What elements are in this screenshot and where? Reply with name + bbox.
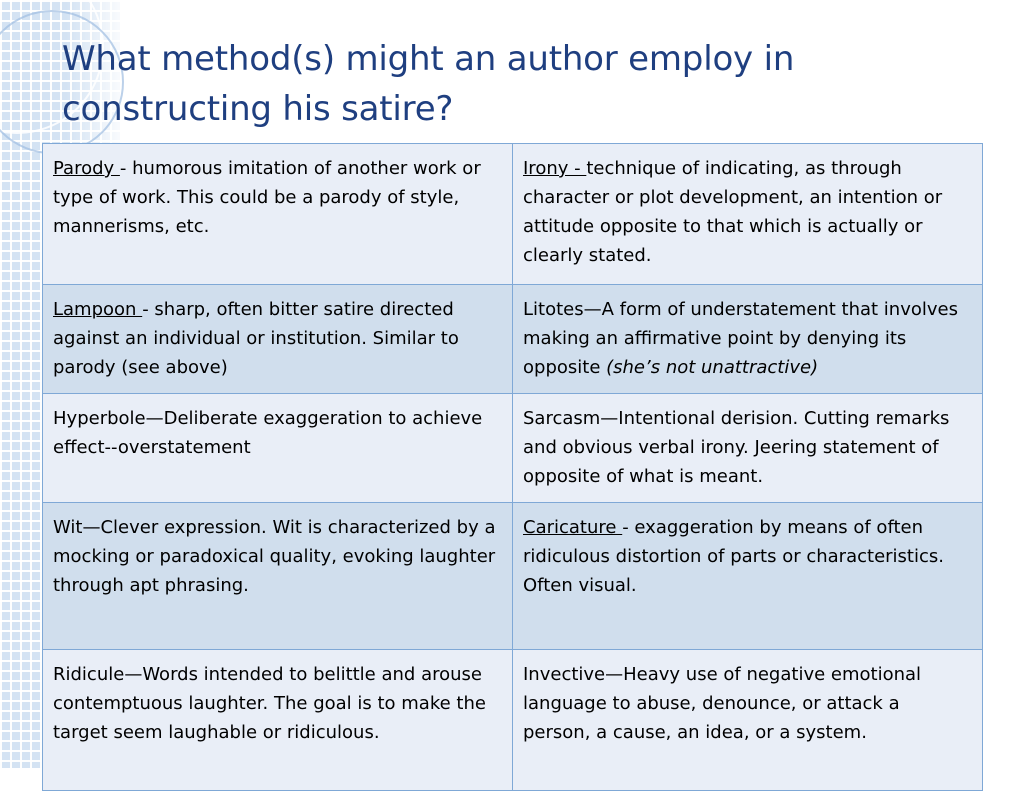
cell-sarcasm — [513, 394, 983, 503]
cell-irony — [513, 144, 983, 285]
table-row — [43, 285, 983, 394]
definition-caricature: - exaggeration by means of often ridiculous distortion of parts or characteristics. Often visual. — [523, 517, 944, 596]
table-row — [43, 503, 983, 650]
definition-ridicule: Ridicule—Words intended to belittle and arouse contemptuous laughter. The goal is to make the target seem laughable or ridiculous. — [53, 664, 486, 743]
slide-title: What method(s) might an author employ in constructing his satire? — [62, 39, 795, 129]
cell-litotes — [513, 285, 983, 394]
cell-lampoon — [43, 285, 513, 394]
satire-methods-table — [42, 143, 983, 791]
definition-parody: - humorous imitation of another work or type of work. This could be a parody of style, mannerisms, etc. — [53, 158, 481, 237]
cell-ridicule — [43, 650, 513, 791]
definition-wit: Wit—Clever expression. Wit is characterized by a mocking or paradoxical quality, evoking laughter through apt phrasing. — [53, 517, 496, 596]
definition-invective: Invective—Heavy use of negative emotional language to abuse, denounce, or attack a person, a cause, an idea, or a system. — [523, 664, 922, 743]
table-row — [43, 650, 983, 791]
table-row — [43, 144, 983, 285]
example-litotes: (she’s not unattractive) — [606, 357, 819, 378]
cell-parody — [43, 144, 513, 285]
cell-caricature — [513, 503, 983, 650]
cell-hyperbole — [43, 394, 513, 503]
cell-invective — [513, 650, 983, 791]
term-irony: Irony - — [523, 158, 587, 179]
term-parody: Parody — [53, 158, 120, 179]
definition-lampoon: - sharp, often bitter satire directed against an individual or institution. Similar to parody (see above) — [53, 299, 459, 378]
definition-hyperbole: Hyperbole—Deliberate exaggeration to achieve effect--overstatement — [53, 408, 483, 458]
definition-litotes: Litotes—A form of understatement that involves making an affirmative point by denying its opposite — [523, 299, 958, 378]
table-row — [43, 394, 983, 503]
cell-wit — [43, 503, 513, 650]
definition-sarcasm: Sarcasm—Intentional derision. Cutting remarks and obvious verbal irony. Jeering statement of opposite of what is meant. — [523, 408, 950, 487]
term-caricature: Caricature — [523, 517, 623, 538]
term-lampoon: Lampoon — [53, 299, 143, 320]
definition-irony: technique of indicating, as through character or plot development, an intention or attitude opposite to that which is actually or clearly stated. — [523, 158, 943, 266]
